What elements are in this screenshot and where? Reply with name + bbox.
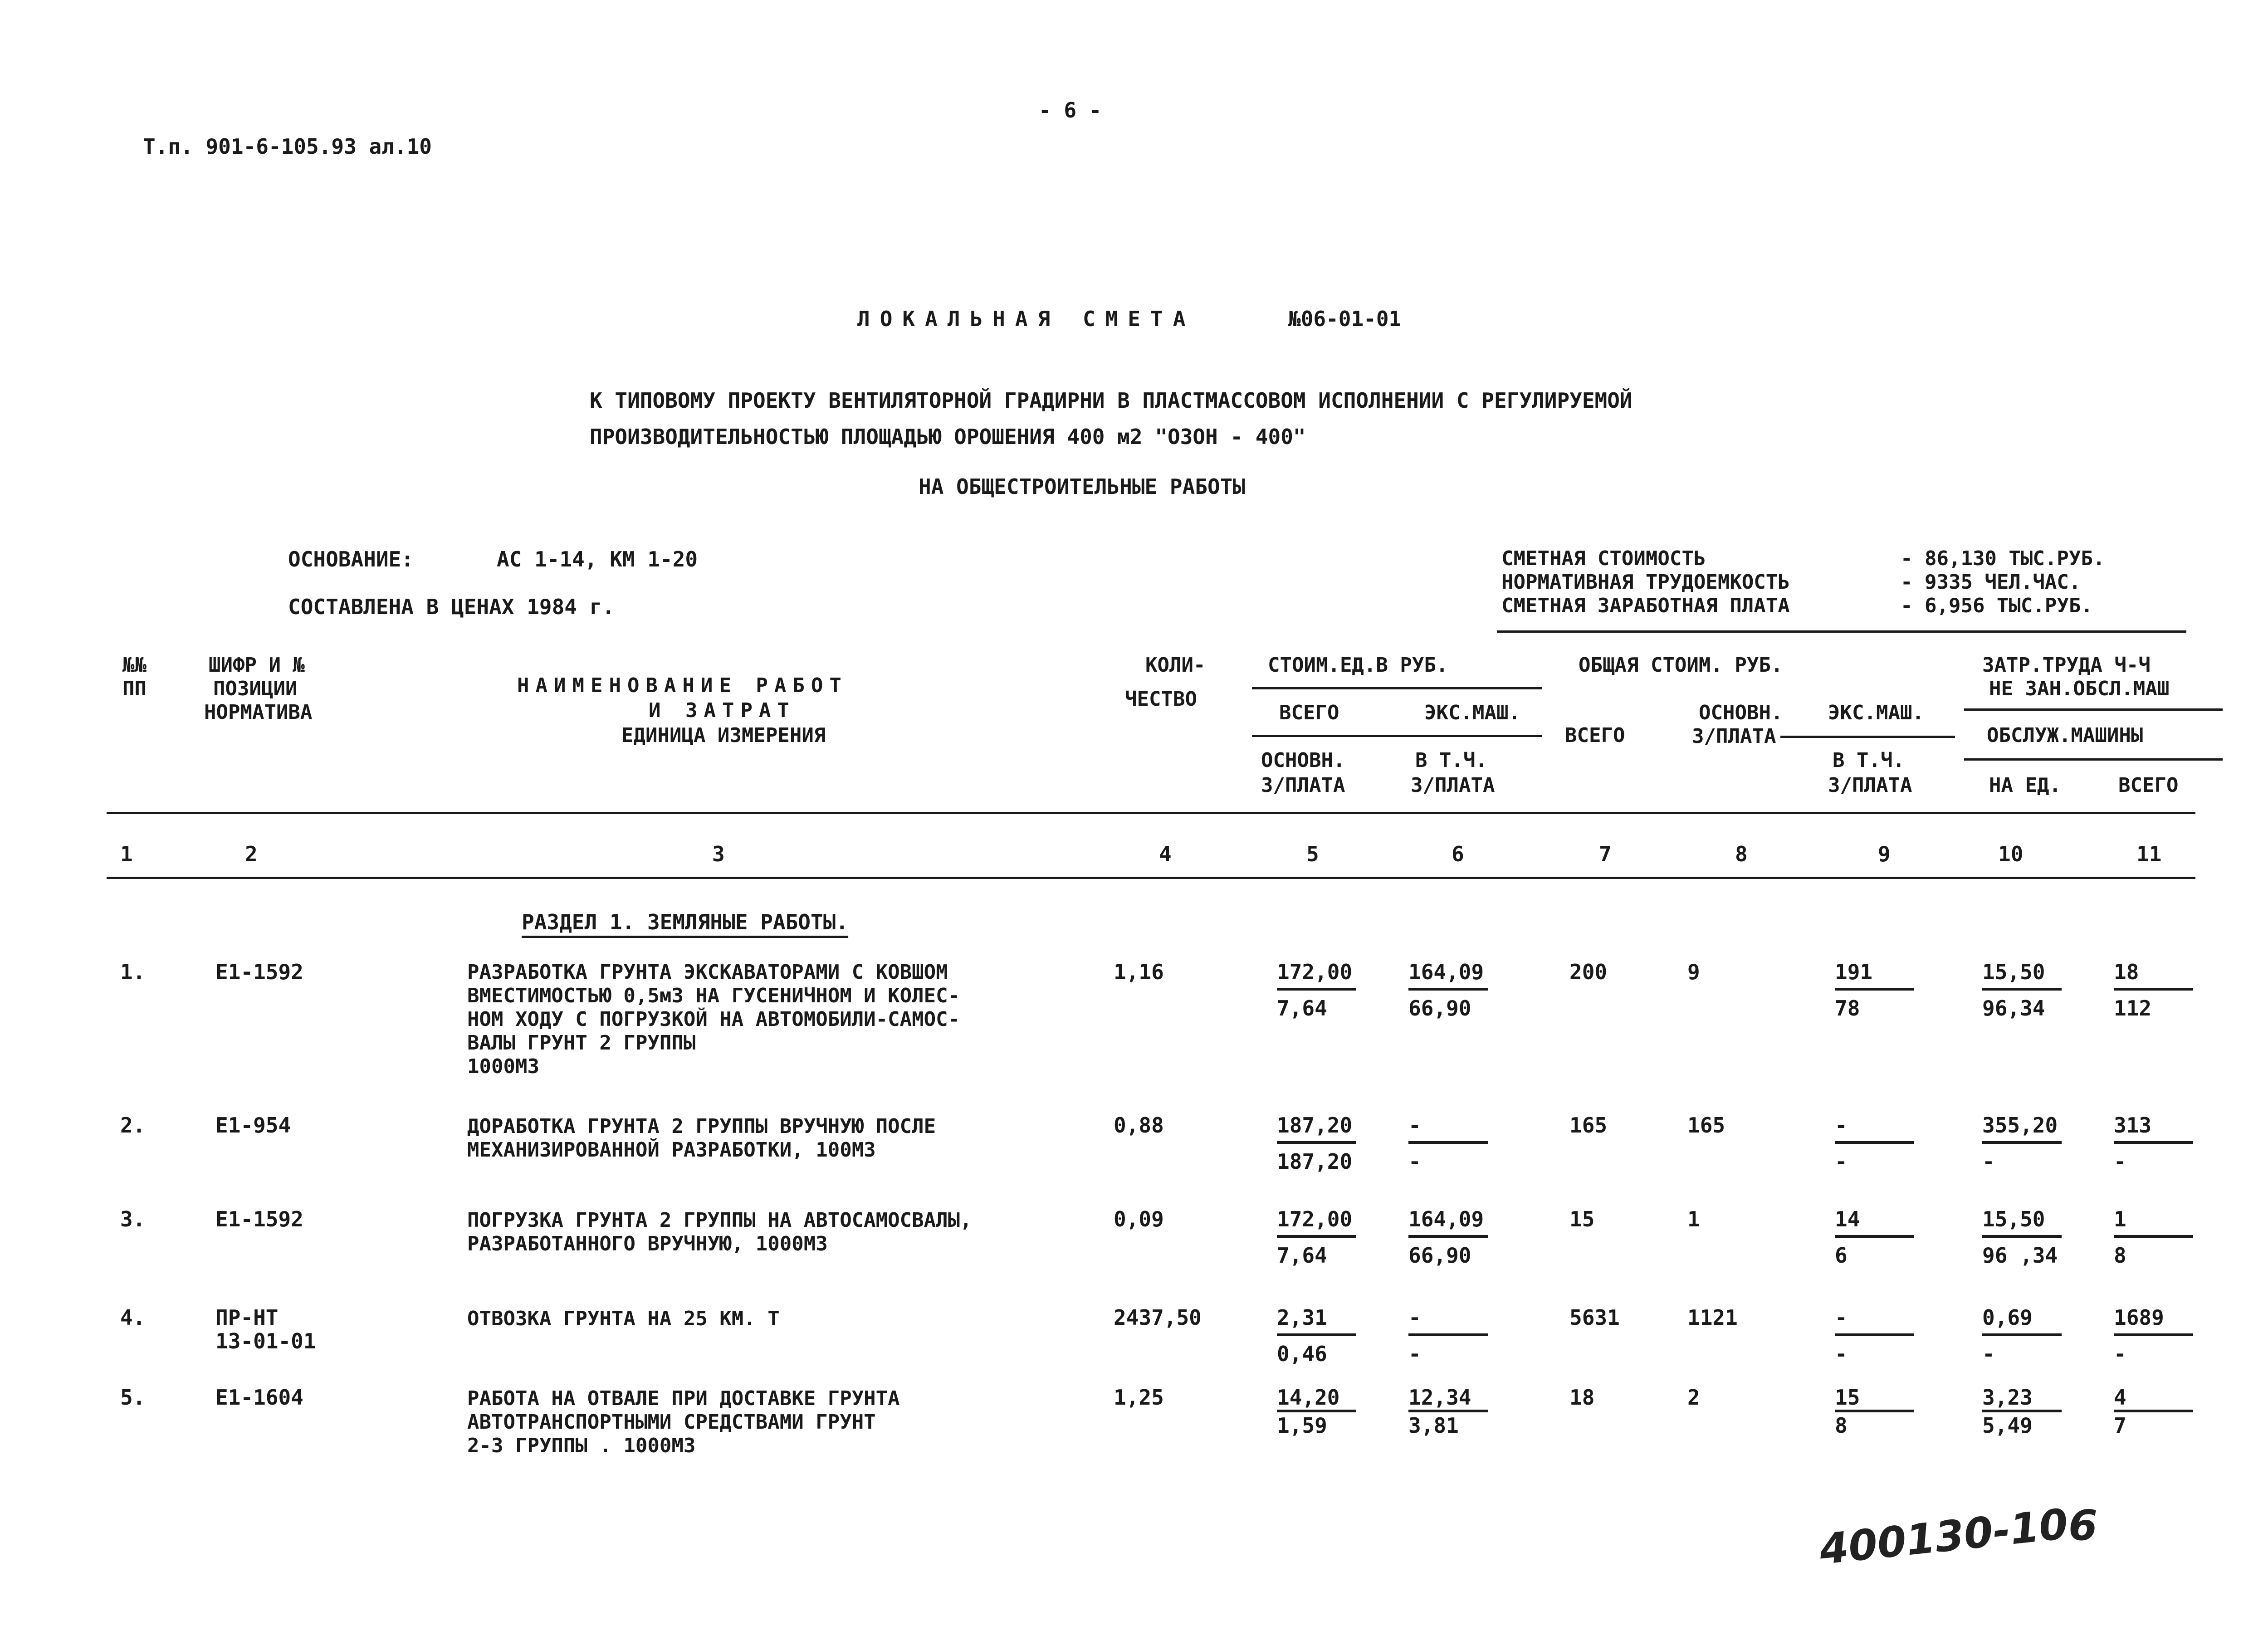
row-quantity: 2437,50 (1114, 1305, 1202, 1330)
fraction-bar (1277, 1333, 1356, 1336)
page-number: - 6 - (1039, 98, 1102, 122)
fraction-bar (1408, 1235, 1488, 1238)
fraction-bar (2114, 1141, 2193, 1144)
col-header-no-2: ПП (122, 677, 147, 700)
column-number: 6 (1452, 842, 1464, 866)
fraction-numerator: - (1835, 1113, 1848, 1137)
row-number: 5. (120, 1385, 146, 1410)
total-machine-fraction (1835, 962, 1914, 1019)
fraction-denominator: 78 (1835, 996, 1860, 1020)
labor-unit-fraction (1982, 1387, 2062, 1436)
row-quantity: 0,88 (1114, 1113, 1164, 1137)
col-header-name-1: НАИМЕНОВАНИЕ РАБОТ (517, 674, 848, 697)
fraction-denominator: 7,64 (1277, 996, 1327, 1020)
fraction-numerator: 164,09 (1408, 960, 1484, 984)
labor-total-fraction (2114, 1307, 2193, 1364)
fraction-numerator: 0,69 (1982, 1305, 2033, 1330)
row-code: Е1-1604 (215, 1385, 303, 1410)
col-header-code-2: ПОЗИЦИИ (213, 677, 298, 700)
description-line: РАЗРАБОТАННОГО ВРУЧНУЮ, 1000М3 (467, 1232, 828, 1255)
fraction-denominator: 7,64 (1277, 1243, 1327, 1268)
subtitle-line-2: ПРОИЗВОДИТЕЛЬНОСТЬЮ ПЛОЩАДЬЮ ОРОШЕНИЯ 400 м2 "ОЗОН - 400" (590, 425, 1306, 449)
row-number: 1. (120, 960, 146, 984)
fraction-bar (1408, 1333, 1488, 1336)
fraction-denominator: - (2114, 1149, 2126, 1174)
labor-unit-fraction (1982, 962, 2062, 1019)
col-header-qty-2: ЧЕСТВО (1125, 688, 1197, 711)
column-number: 10 (1998, 842, 2024, 866)
col-header-total-wage-1: ОСНОВН. (1699, 701, 1783, 724)
fraction-numerator: 18 (2114, 960, 2139, 984)
col-header-total-all: ВСЕГО (1565, 724, 1625, 747)
fraction-bar (1982, 1235, 2062, 1238)
row-description (467, 1307, 780, 1331)
column-number: 4 (1159, 842, 1172, 866)
col-header-total-cost: ОБЩАЯ СТОИМ. РУБ. (1579, 654, 1783, 677)
fraction-denominator: 7 (2114, 1413, 2126, 1438)
col-header-labor-2: НЕ ЗАН.ОБСЛ.МАШ (1989, 677, 2170, 700)
summary-label-wage: СМЕТНАЯ ЗАРАБОТНАЯ ПЛАТА (1501, 594, 1790, 617)
labor-total-fraction (2114, 1209, 2193, 1266)
fraction-bar (1835, 1333, 1914, 1336)
fraction-bar (1982, 988, 2062, 991)
fraction-bar (1408, 988, 1488, 991)
fraction-bar (1982, 1333, 2062, 1336)
summary-value-cost: - 86,130 ТЫС.РУБ. (1901, 547, 2105, 570)
fraction-numerator: 172,00 (1277, 1207, 1353, 1231)
unit-machine-fraction (1408, 1307, 1488, 1364)
col-header-total-wage-2: З/ПЛАТА (1692, 725, 1776, 748)
row-wage-total: 2 (1687, 1385, 1700, 1410)
col-header-unit-mwage-2: З/ПЛАТА (1411, 774, 1495, 797)
fraction-denominator: 96,34 (1982, 996, 2045, 1020)
fraction-numerator: 172,00 (1277, 960, 1353, 984)
row-wage-total: 165 (1687, 1113, 1725, 1137)
total-machine-fraction (1835, 1209, 1914, 1266)
fraction-bar (1408, 1141, 1488, 1144)
row-description (467, 1387, 900, 1458)
labor-unit-fraction (1982, 1307, 2062, 1364)
fraction-denominator: - (2114, 1342, 2126, 1366)
unit-machine-fraction (1408, 1209, 1488, 1266)
estimate-number: №06-01-01 (1288, 307, 1402, 331)
row-wage-total: 1 (1687, 1207, 1700, 1231)
col-header-labor-total: ВСЕГО (2118, 774, 2179, 797)
description-line: ДОРАБОТКА ГРУНТА 2 ГРУППЫ ВРУЧНУЮ ПОСЛЕ (467, 1115, 936, 1138)
unit-cost-fraction (1277, 1387, 1356, 1436)
labor-total-fraction (2114, 1387, 2193, 1436)
fraction-numerator: 3,23 (1982, 1385, 2033, 1410)
row-total: 5631 (1569, 1305, 1620, 1330)
description-line: ВМЕСТИМОСТЬЮ 0,5м3 НА ГУСЕНИЧНОМ И КОЛЕС- (467, 984, 960, 1007)
total-machine-fraction (1835, 1387, 1914, 1436)
fraction-bar (1982, 1141, 2062, 1144)
row-wage-total: 9 (1687, 960, 1700, 984)
row-number: 2. (120, 1113, 146, 1137)
fraction-denominator: 0,46 (1277, 1342, 1327, 1366)
fraction-bar (1982, 1410, 2062, 1412)
column-number: 5 (1306, 842, 1319, 866)
description-line: АВТОТРАНСПОРТНЫМИ СРЕДСТВАМИ ГРУНТ (467, 1411, 876, 1434)
row-number: 4. (120, 1305, 146, 1330)
col-header-total-mwage-2: З/ПЛАТА (1828, 774, 1912, 797)
fraction-numerator: - (1408, 1305, 1421, 1330)
fraction-numerator: 15 (1835, 1385, 1860, 1410)
col-header-qty-1: КОЛИ- (1145, 654, 1206, 677)
header-rule-labor-service (1964, 758, 2223, 761)
column-number: 11 (2136, 842, 2162, 866)
fraction-bar (1277, 1141, 1356, 1144)
handwritten-page-number: 6 (2068, 1501, 2098, 1550)
header-top-rule (1497, 630, 2186, 633)
row-wage-total: 1121 (1687, 1305, 1738, 1330)
fraction-numerator: 2,31 (1277, 1305, 1327, 1330)
row-code-line-2: 13-01-01 (215, 1329, 316, 1353)
row-description (467, 1209, 972, 1256)
fraction-bar (1835, 1410, 1914, 1412)
header-rule-total-machine (1780, 736, 1955, 738)
col-header-unit-cost: СТОИМ.ЕД.В РУБ. (1268, 654, 1448, 677)
row-code: Е1-954 (215, 1113, 291, 1137)
row-total: 200 (1569, 960, 1608, 984)
row-code-line-1: ПР-НТ (215, 1305, 279, 1330)
subtitle-line-1: К ТИПОВОМУ ПРОЕКТУ ВЕНТИЛЯТОРНОЙ ГРАДИРНИ В ПЛАСТМАССОВОМ ИСПОЛНЕНИИ С РЕГУЛИРУЕМОЙ (590, 388, 1633, 413)
document-title: ЛОКАЛЬНАЯ СМЕТА (857, 307, 1196, 331)
fraction-bar (1835, 1141, 1914, 1144)
col-header-unit-mwage-1: В Т.Ч. (1415, 749, 1487, 772)
fraction-numerator: 313 (2114, 1113, 2152, 1137)
col-header-labor-1: ЗАТР.ТРУДА Ч-Ч (1982, 654, 2151, 677)
handwritten-note: 400130-10 (1817, 1499, 2071, 1574)
fraction-denominator: 112 (2114, 996, 2152, 1020)
description-line: НОМ ХОДУ С ПОГРУЗКОЙ НА АВТОМОБИЛИ-САМОС- (467, 1008, 960, 1031)
row-total: 15 (1569, 1207, 1595, 1231)
column-number: 3 (712, 842, 725, 866)
column-number: 7 (1599, 842, 1612, 866)
header-bottom-rule (107, 812, 2195, 814)
row-quantity: 0,09 (1114, 1207, 1164, 1231)
description-line: МЕХАНИЗИРОВАННОЙ РАЗРАБОТКИ, 100М3 (467, 1138, 876, 1162)
labor-unit-fraction (1982, 1115, 2062, 1172)
fraction-denominator: 96 ,34 (1982, 1243, 2058, 1268)
unit-machine-fraction (1408, 1115, 1488, 1172)
fraction-bar (1277, 1235, 1356, 1238)
header-rule-unit (1252, 687, 1542, 689)
header-rule-unit-sub (1252, 735, 1542, 737)
fraction-denominator: - (1835, 1149, 1848, 1174)
unit-machine-fraction (1408, 962, 1488, 1019)
fraction-bar (2114, 1235, 2193, 1238)
total-machine-fraction (1835, 1115, 1914, 1172)
basis-value: АС 1-14, КМ 1-20 (497, 547, 698, 571)
column-number: 2 (245, 842, 258, 866)
description-line: 2-3 ГРУППЫ . 1000М3 (467, 1434, 696, 1457)
total-machine-fraction (1835, 1307, 1914, 1364)
fraction-bar (1835, 1235, 1914, 1238)
prices-line: СОСТАВЛЕНА В ЦЕНАХ 1984 г. (288, 595, 615, 619)
row-quantity: 1,25 (1114, 1385, 1164, 1410)
col-header-name-3: ЕДИНИЦА ИЗМЕРЕНИЯ (621, 724, 826, 747)
fraction-numerator: 14,20 (1277, 1385, 1340, 1410)
summary-value-wage: - 6,956 ТЫС.РУБ. (1901, 594, 2093, 617)
description-line: ОТВОЗКА ГРУНТА НА 25 КМ. Т (467, 1307, 780, 1330)
fraction-numerator: 4 (2114, 1385, 2126, 1410)
col-header-unit-machine: ЭКС.МАШ. (1424, 701, 1520, 724)
labor-unit-fraction (1982, 1209, 2062, 1266)
col-header-total-mwage-1: В Т.Ч. (1833, 749, 1905, 772)
labor-total-fraction (2114, 1115, 2193, 1172)
unit-cost-fraction (1277, 962, 1356, 1019)
fraction-denominator: 8 (2114, 1243, 2126, 1268)
summary-value-labor: - 9335 ЧЕЛ.ЧАС. (1901, 571, 2081, 594)
col-header-name-2: И ЗАТРАТ (649, 699, 796, 722)
fraction-denominator: 8 (1835, 1413, 1848, 1438)
fraction-bar (1277, 988, 1356, 991)
row-total: 18 (1569, 1385, 1595, 1410)
section-title: РАЗДЕЛ 1. ЗЕМЛЯНЫЕ РАБОТЫ. (522, 910, 849, 934)
basis-label: ОСНОВАНИЕ: (288, 547, 414, 571)
row-code: Е1-1592 (215, 960, 303, 984)
col-header-unit-wage-2: З/ПЛАТА (1261, 774, 1345, 797)
summary-label-cost: СМЕТНАЯ СТОИМОСТЬ (1501, 547, 1706, 570)
fraction-bar (1835, 988, 1914, 991)
fraction-numerator: 355,20 (1982, 1113, 2058, 1137)
fraction-bar (2114, 988, 2193, 991)
col-header-unit-total: ВСЕГО (1279, 701, 1339, 724)
column-number: 8 (1735, 842, 1748, 866)
fraction-denominator: 6 (1835, 1243, 1848, 1268)
row-description (467, 1115, 936, 1162)
column-number: 9 (1878, 842, 1891, 866)
fraction-bar (1408, 1410, 1488, 1412)
fraction-numerator: 1689 (2114, 1305, 2164, 1330)
col-header-code-1: ШИФР И № (209, 654, 305, 677)
fraction-denominator: 5,49 (1982, 1413, 2033, 1438)
fraction-numerator: 14 (1835, 1207, 1860, 1231)
unit-cost-fraction (1277, 1307, 1356, 1364)
fraction-bar (1277, 1410, 1356, 1412)
col-header-labor-unit: НА ЕД. (1989, 774, 2061, 797)
col-header-labor-service: ОБСЛУЖ.МАШИНЫ (1987, 724, 2143, 747)
fraction-denominator: 3,81 (1408, 1413, 1459, 1438)
fraction-numerator: - (1835, 1305, 1848, 1330)
description-line: РАЗРАБОТКА ГРУНТА ЭКСКАВАТОРАМИ С КОВШОМ (467, 961, 948, 984)
subtitle-line-3: НА ОБЩЕСТРОИТЕЛЬНЫЕ РАБОТЫ (919, 474, 1246, 499)
fraction-denominator: 187,20 (1277, 1149, 1353, 1174)
fraction-denominator: 66,90 (1408, 1243, 1471, 1268)
column-numbers-rule (107, 877, 2195, 879)
fraction-denominator: - (1408, 1342, 1421, 1366)
summary-label-labor: НОРМАТИВНАЯ ТРУДОЕМКОСТЬ (1501, 571, 1790, 594)
header-rule-labor (1964, 708, 2223, 711)
labor-total-fraction (2114, 962, 2193, 1019)
fraction-denominator: 66,90 (1408, 996, 1471, 1020)
unit-cost-fraction (1277, 1115, 1356, 1172)
fraction-numerator: 15,50 (1982, 1207, 2045, 1231)
row-description (467, 961, 960, 1079)
description-line: 1000М3 (467, 1055, 539, 1078)
fraction-denominator: 1,59 (1277, 1413, 1327, 1438)
fraction-bar (2114, 1333, 2193, 1336)
fraction-numerator: 12,34 (1408, 1385, 1471, 1410)
fraction-numerator: 1 (2114, 1207, 2126, 1231)
document-reference: Т.п. 901-6-105.93 ал.10 (143, 134, 432, 159)
description-line: РАБОТА НА ОТВАЛЕ ПРИ ДОСТАВКЕ ГРУНТА (467, 1387, 900, 1410)
fraction-bar (2114, 1410, 2193, 1412)
fraction-denominator: - (1982, 1149, 1995, 1174)
row-number: 3. (120, 1207, 146, 1231)
row-total: 165 (1569, 1113, 1608, 1137)
fraction-numerator: 164,09 (1408, 1207, 1484, 1231)
unit-cost-fraction (1277, 1209, 1356, 1266)
col-header-unit-wage-1: ОСНОВН. (1261, 749, 1345, 772)
row-quantity: 1,16 (1114, 960, 1164, 984)
fraction-numerator: 187,20 (1277, 1113, 1353, 1137)
column-number: 1 (120, 842, 133, 866)
col-header-no-1: №№ (122, 654, 147, 677)
fraction-numerator: 15,50 (1982, 960, 2045, 984)
description-line: ПОГРУЗКА ГРУНТА 2 ГРУППЫ НА АВТОСАМОСВАЛЫ, (467, 1209, 972, 1232)
col-header-total-machine: ЭКС.МАШ. (1828, 701, 1924, 724)
description-line: ВАЛЫ ГРУНТ 2 ГРУППЫ (467, 1031, 696, 1054)
fraction-denominator: - (1408, 1149, 1421, 1174)
fraction-denominator: - (1982, 1342, 1995, 1366)
row-code: Е1-1592 (215, 1207, 303, 1231)
fraction-numerator: 191 (1835, 960, 1873, 984)
unit-machine-fraction (1408, 1387, 1488, 1436)
fraction-denominator: - (1835, 1342, 1848, 1366)
fraction-numerator: - (1408, 1113, 1421, 1137)
col-header-code-3: НОРМАТИВА (204, 701, 313, 724)
